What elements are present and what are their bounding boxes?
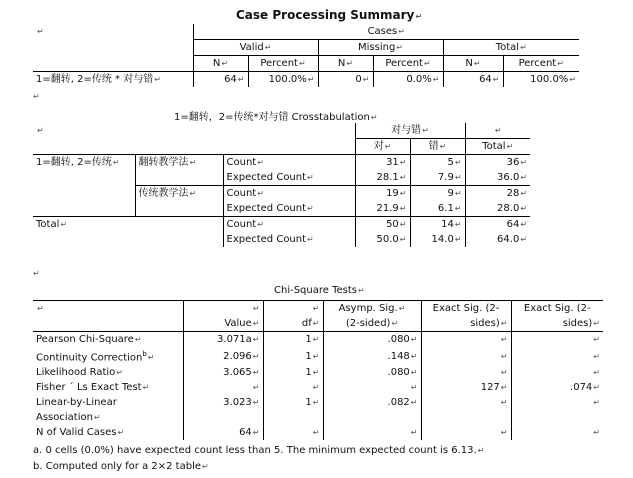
cell-total: 28↵	[465, 186, 530, 202]
stat-expected-label: Expected Count↵	[223, 170, 355, 186]
test-exact-1: ↵	[511, 332, 603, 348]
test-df: 1↵	[263, 332, 323, 348]
stat-count-label: Count↵	[223, 186, 355, 202]
missing-percent-value: 0.0%↵	[373, 72, 443, 88]
test-label: Association↵	[33, 410, 183, 425]
cell-total: 36.0↵	[465, 170, 530, 186]
case-summary-row-label: 1=翻转, 2=传统 * 对与错↵	[33, 72, 193, 88]
chisq-df-blank: ↵	[263, 301, 323, 317]
case-summary-corner: ↵	[33, 24, 193, 72]
test-label: Likelihood Ratio↵	[33, 365, 183, 380]
footnote-b: b. Computed only for a 2×2 table↵	[33, 461, 209, 472]
crosstab-row-var: 1=翻转, 2=传统↵	[33, 155, 135, 217]
test-exact-1: ↵	[511, 395, 603, 410]
test-df: ↵	[263, 380, 323, 395]
asymp-sig-header-2: (2-sided)↵	[323, 316, 421, 332]
test-df: 1↵	[263, 395, 323, 410]
cell-dui: 21.9↵	[355, 201, 410, 217]
valid-header: Valid↵	[193, 40, 318, 56]
cell-dui: 31↵	[355, 155, 410, 171]
missing-n-header: N↵	[318, 56, 373, 72]
test-exact-2: ↵	[421, 395, 511, 410]
cell-total: 28.0↵	[465, 201, 530, 217]
test-label: Pearson Chi-Square↵	[33, 332, 183, 348]
exact-sig-2-header: Exact Sig. (2-	[421, 301, 511, 317]
paragraph-mark: ↵	[33, 269, 40, 278]
exact-sig-2-header-2: sides)↵	[421, 316, 511, 332]
test-exact-2: ↵	[421, 332, 511, 348]
cell-cuo: 9↵	[410, 186, 465, 202]
test-asymp: .082↵	[323, 395, 421, 410]
test-label: Fisher ´ Ls Exact Test↵	[33, 380, 183, 395]
cell-cuo: 6.1↵	[410, 201, 465, 217]
test-exact-1: ↵	[511, 425, 603, 440]
cell-total: 64.0↵	[465, 232, 530, 247]
exact-sig-1-header-2: sides)↵	[511, 316, 603, 332]
crosstab-total-blank: ↵	[465, 123, 530, 139]
test-exact-2: 127↵	[421, 380, 511, 395]
group-trad-label: 传统教学法↵	[135, 186, 223, 217]
test-df: 1↵	[263, 365, 323, 380]
stat-expected-label: Expected Count↵	[223, 201, 355, 217]
missing-header: Missing↵	[318, 40, 443, 56]
test-exact-2: ↵	[421, 347, 511, 365]
valid-n-value: 64↵	[193, 72, 248, 88]
col-value-header: Value↵	[183, 316, 263, 332]
cell-total: 64↵	[465, 217, 530, 233]
chisq-value-blank: ↵	[183, 301, 263, 317]
cases-header: Cases↵	[193, 24, 579, 40]
asymp-sig-header: Asymp. Sig.↵	[323, 301, 421, 317]
stat-count-label: Count↵	[223, 217, 355, 233]
case-summary-title: Case Processing Summary↵	[236, 8, 423, 22]
test-exact-2: ↵	[421, 365, 511, 380]
missing-percent-header: Percent↵	[373, 56, 443, 72]
exact-sig-1-header: Exact Sig. (2-	[511, 301, 603, 317]
test-df	[263, 410, 323, 425]
total-n-value: 64↵	[443, 72, 503, 88]
chi-square-table	[33, 300, 603, 440]
test-asymp	[323, 410, 421, 425]
test-value: 3.071a↵	[183, 332, 263, 348]
footnote-a: a. 0 cells (0.0%) have expected count less than 5. The minimum expected count is 6.13.↵	[33, 445, 485, 456]
col-total-header: Total↵	[465, 139, 530, 155]
total-n-header: N↵	[443, 56, 503, 72]
group-flip-label: 翻转教学法↵	[135, 155, 223, 186]
test-asymp: ↵	[323, 380, 421, 395]
valid-percent-header: Percent↵	[248, 56, 318, 72]
test-exact-1: .074↵	[511, 380, 603, 395]
test-value: 3.023↵	[183, 395, 263, 410]
total-percent-header: Percent↵	[503, 56, 579, 72]
test-label: Linear-by-Linear	[33, 395, 183, 410]
total-percent-value: 100.0%↵	[503, 72, 579, 88]
cell-dui: 19↵	[355, 186, 410, 202]
test-exact-2: ↵	[421, 425, 511, 440]
chisq-corner: ↵	[33, 301, 183, 317]
crosstab-corner: ↵	[33, 123, 355, 155]
test-df: 1↵	[263, 347, 323, 365]
crosstab-total-label: Total↵	[33, 217, 223, 248]
test-value: 3.065↵	[183, 365, 263, 380]
chisq-title: Chi-Square Tests↵	[274, 285, 365, 296]
cell-cuo: 14↵	[410, 217, 465, 233]
col-dui-header: 对↵	[355, 139, 410, 155]
test-value: 2.096↵	[183, 347, 263, 365]
test-label: N of Valid Cases↵	[33, 425, 183, 440]
test-exact-1: ↵	[511, 365, 603, 380]
case-processing-table	[33, 24, 579, 87]
test-exact-1: ↵	[511, 347, 603, 365]
test-exact-2	[421, 410, 511, 425]
test-asymp: .080↵	[323, 332, 421, 348]
stat-count-label: Count↵	[223, 155, 355, 171]
cell-cuo: 5↵	[410, 155, 465, 171]
test-asymp: ↵	[323, 425, 421, 440]
valid-percent-value: 100.0%↵	[248, 72, 318, 88]
test-asymp: .080↵	[323, 365, 421, 380]
test-value	[183, 410, 263, 425]
stat-expected-label: Expected Count↵	[223, 232, 355, 247]
test-label: Continuity Correction$^b$↵	[33, 347, 183, 365]
paragraph-mark: ↵	[33, 92, 40, 101]
test-asymp: .148↵	[323, 347, 421, 365]
cell-dui: 28.1↵	[355, 170, 410, 186]
cell-total: 36↵	[465, 155, 530, 171]
total-header: Total↵	[443, 40, 579, 56]
cell-dui: 50.0↵	[355, 232, 410, 247]
test-value: ↵	[183, 380, 263, 395]
cell-dui: 50↵	[355, 217, 410, 233]
test-value: 64↵	[183, 425, 263, 440]
cell-cuo: 7.9↵	[410, 170, 465, 186]
col-cuo-header: 错↵	[410, 139, 465, 155]
test-exact-1	[511, 410, 603, 425]
crosstab-group-header: 对与错↵	[355, 123, 465, 139]
crosstab-table	[33, 123, 530, 247]
test-df: ↵	[263, 425, 323, 440]
crosstab-title: 1=翻转，2=传统*对与错 Crosstabulation↵	[174, 112, 378, 123]
col-df-header: df↵	[263, 316, 323, 332]
missing-n-value: 0↵	[318, 72, 373, 88]
chisq-corner-2	[33, 316, 183, 332]
cell-cuo: 14.0↵	[410, 232, 465, 247]
valid-n-header: N↵	[193, 56, 248, 72]
